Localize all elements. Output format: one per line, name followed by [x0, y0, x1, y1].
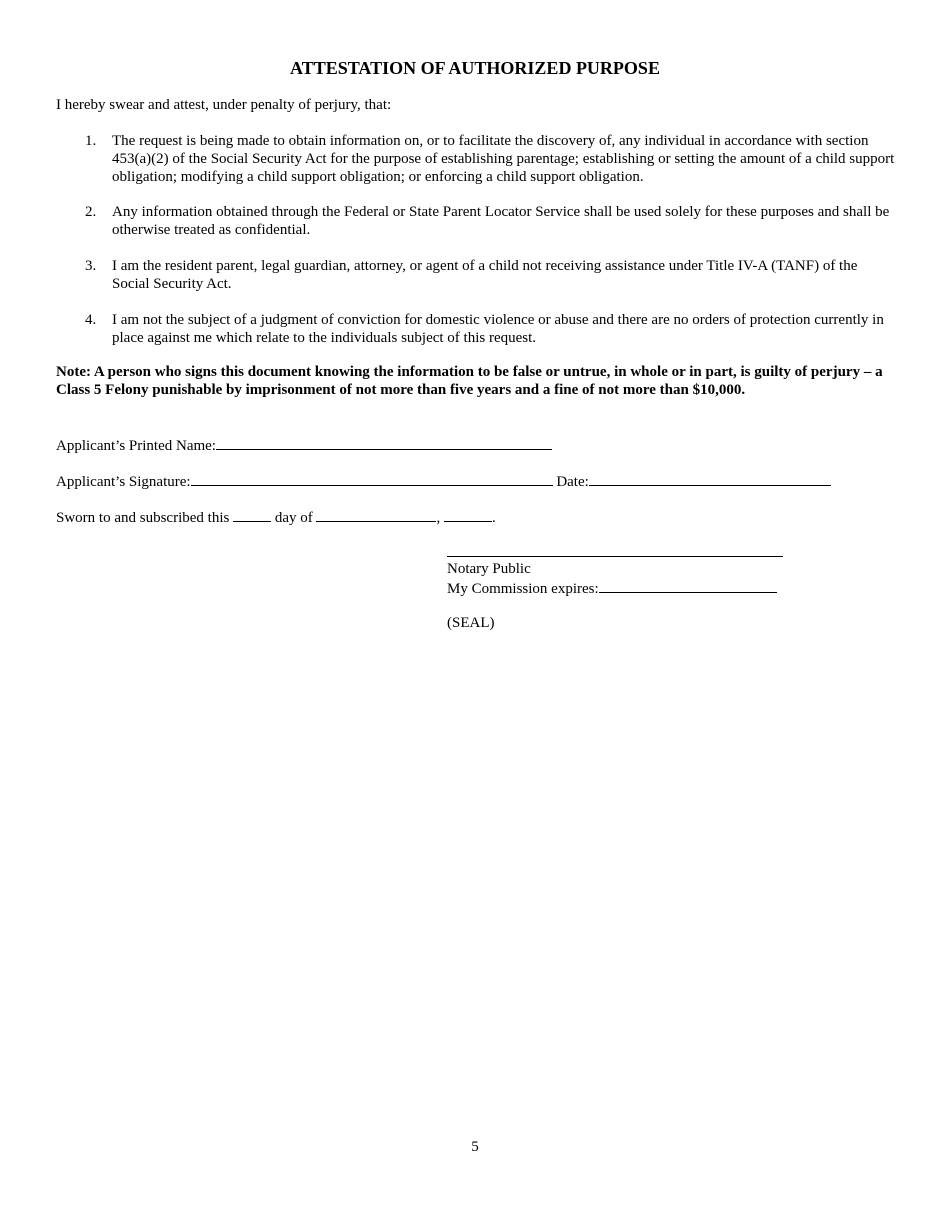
page-number: 5 — [471, 1139, 479, 1155]
list-item-number: 3. — [85, 258, 97, 274]
sworn-comma: , — [436, 510, 441, 526]
list-item-number: 2. — [85, 204, 97, 220]
list-item-number: 1. — [85, 133, 97, 149]
signature-field[interactable] — [191, 471, 553, 486]
commission-row — [447, 578, 777, 598]
date-label: Date: — [556, 474, 589, 490]
sworn-row — [56, 507, 496, 527]
signature-row — [56, 471, 831, 491]
sworn-period: . — [491, 510, 496, 526]
sworn-day-field[interactable] — [233, 507, 271, 522]
commission-label: My Commission expires: — [447, 581, 599, 597]
list-item-text: I am not the subject of a judgment of conviction for domestic violence or abuse and there are no orders of protection currently in place against me which relate to the individuals subject of this request. — [112, 312, 884, 346]
sworn-year-field[interactable] — [444, 507, 492, 522]
notary-signature-line[interactable] — [447, 556, 783, 557]
signature-label: Applicant’s Signature: — [56, 474, 191, 490]
list-item — [85, 257, 895, 293]
sworn-month-field[interactable] — [316, 507, 436, 522]
seal-label: (SEAL) — [447, 615, 495, 631]
intro-statement: I hereby swear and attest, under penalty of perjury, that: — [56, 97, 392, 113]
sworn-prefix: Sworn to and subscribed this — [56, 510, 230, 526]
list-item-text: Any information obtained through the Federal or State Parent Locator Service shall be used solely for these purposes and shall be otherwise treated as confidential. — [112, 204, 890, 238]
list-item-text: The request is being made to obtain information on, or to facilitate the discovery of, any individual in accordance with section 453(a)(2) of the Social Security Act for the purpose of establishing parentage; establishing or setting the amount of a child support obligation; modifying a child support obligation; or enforcing a child support obligation. — [112, 133, 895, 185]
sworn-day-label: day of — [274, 510, 313, 526]
commission-expires-field[interactable] — [599, 578, 777, 593]
list-item — [85, 132, 895, 186]
notary-title: Notary Public — [447, 561, 531, 577]
list-item-number: 4. — [85, 312, 97, 328]
printed-name-field[interactable] — [216, 435, 552, 450]
list-item — [85, 203, 895, 239]
printed-name-label: Applicant’s Printed Name: — [56, 438, 216, 454]
perjury-note: Note: A person who signs this document knowing the information to be false or untrue, in whole or in part, is guilty of perjury – a Class 5 Felony punishable by imprisonment of not more than five years and a fine of not more than $10,000. — [56, 364, 883, 398]
date-field[interactable] — [589, 471, 831, 486]
list-item — [85, 311, 895, 347]
printed-name-row — [56, 435, 552, 455]
page-title: ATTESTATION OF AUTHORIZED PURPOSE — [290, 58, 660, 78]
list-item-text: I am the resident parent, legal guardian, attorney, or agent of a child not receiving assistance under Title IV-A (TANF) of the Social Security Act. — [112, 258, 858, 292]
